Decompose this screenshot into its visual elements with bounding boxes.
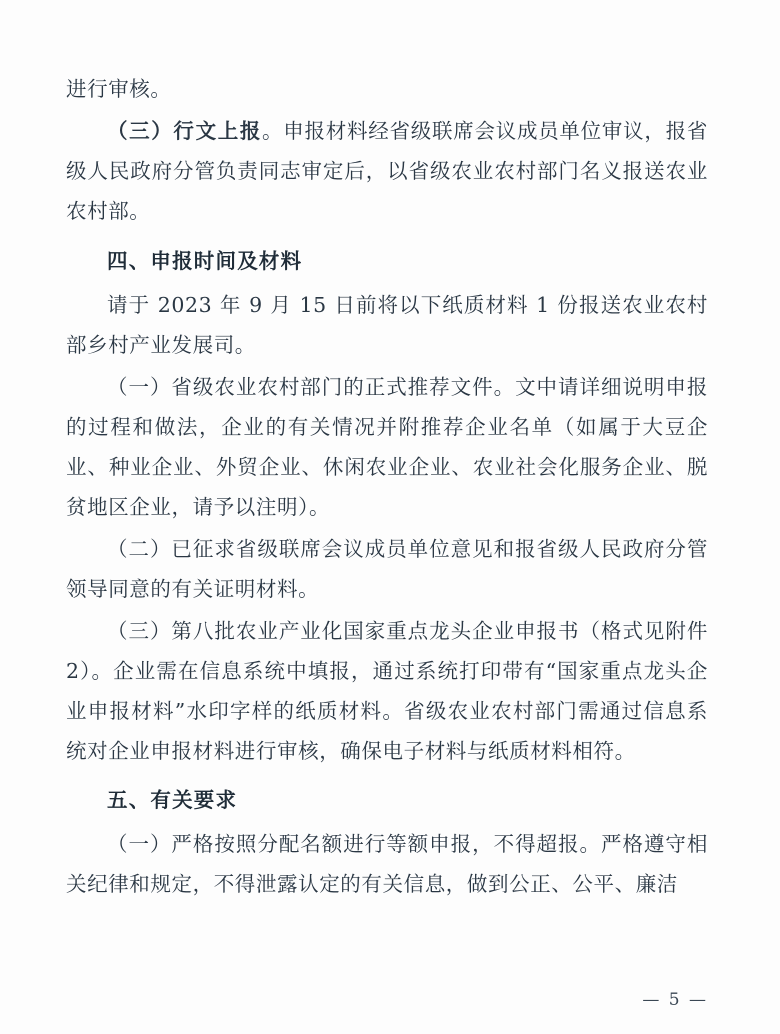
paragraph-section-3 <box>66 112 708 232</box>
document-body <box>66 70 708 905</box>
paragraph-4-item-2: （二）已征求省级联席会议成员单位意见和报省级人民政府分管领导同意的有关证明材料。 <box>66 536 708 601</box>
paragraph-5-item-1: （一）严格按照分配名额进行等额申报，不得超报。严格遵守相关纪律和规定，不得泄露认定的有关信息，做到公正、公平、廉洁 <box>66 832 708 897</box>
heading-section-5: 五、有关要求 <box>107 788 238 813</box>
section-3-text: 。申报材料经省级联席会议成员单位审议，报省级人民政府分管负责同志审定后，以省级农业农村部门名义报送农业农村部。 <box>66 118 708 223</box>
section-3-lead: （三）行文上报 <box>107 118 263 143</box>
paragraph-4-item-1: （一）省级农业农村部门的正式推荐文件。文中请详细说明申报的过程和做法，企业的有关情况并附推荐企业名单（如属于大豆企业、种业企业、外贸企业、休闲农业企业、农业社会化服务企业、脱贫地区企业，请予以注明）。 <box>66 374 708 519</box>
heading-section-4: 四、申报时间及材料 <box>107 248 303 273</box>
page-number: — 5 — <box>642 990 708 1010</box>
paragraph-4-intro: 请于 2023 年 9 月 15 日前将以下纸质材料 1 份报送农业农村部乡村产业发展司。 <box>66 292 708 357</box>
paragraph-continued: 进行审核。 <box>66 77 172 101</box>
paragraph-4-item-3: （三）第八批农业产业化国家重点龙头企业申报书（格式见附件 2）。企业需在信息系统中填报，通过系统打印带有“国家重点龙头企业申报材料”水印字样的纸质材料。省级农业农村部门需通过信息系统对企业申报材料进行审核，确保电子材料与纸质材料相符。 <box>66 618 708 763</box>
